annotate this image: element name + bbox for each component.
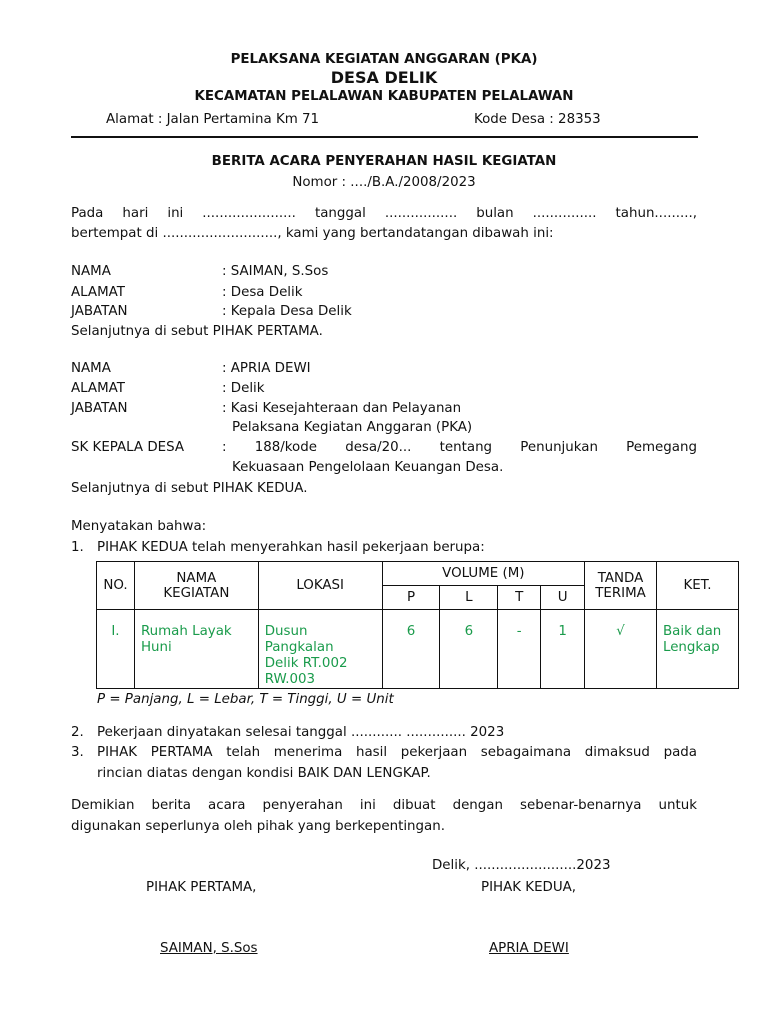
row-note-line-2: Lengkap xyxy=(662,640,720,655)
first-party-closing: Selanjutnya di sebut PIHAK PERTAMA. xyxy=(71,324,323,339)
sk-value-2: Kekuasaan Pengelolaan Keuangan Desa. xyxy=(232,460,504,475)
intro-line-2: bertempat di ..........................., kami yang bertandatangan dibawah ini: xyxy=(71,226,554,241)
table-row xyxy=(97,610,739,689)
header-name-line-2: KEGIATAN xyxy=(163,585,230,601)
row-location xyxy=(258,610,382,689)
row-l: 6 xyxy=(440,610,498,689)
district-line: KECAMATAN PELALAWAN KABUPATEN PELALAWAN xyxy=(194,89,574,104)
sk-label: SK KEPALA DESA xyxy=(71,440,185,455)
row-note-line-1: Baik dan xyxy=(662,624,722,639)
first-party-title: PIHAK PERTAMA, xyxy=(146,880,257,895)
closing-line-1: Demikian berita acara penyerahan ini dibuat dengan sebenar-benarnya untuk xyxy=(71,798,697,813)
row-activity-line-2: Huni xyxy=(140,640,172,655)
village-name: DESA DELIK xyxy=(330,68,438,87)
document-number: Nomor : ..../B.A./2008/2023 xyxy=(292,175,476,190)
first-position-label: JABATAN xyxy=(71,304,128,319)
header-no: NO. xyxy=(97,562,135,610)
handover-table xyxy=(96,561,739,689)
row-activity xyxy=(134,610,258,689)
second-name-value: : APRIA DEWI xyxy=(222,361,311,376)
row-location-line-2: Pangkalan xyxy=(264,640,334,655)
place-date: Delik, ........................2023 xyxy=(432,858,611,873)
row-u: 1 xyxy=(541,610,585,689)
village-code: Kode Desa : 28353 xyxy=(474,112,601,127)
first-party-signature-name: SAIMAN, S.Sos xyxy=(160,941,258,956)
second-name-label: NAMA xyxy=(71,361,111,376)
document-title: BERITA ACARA PENYERAHAN HASIL KEGIATAN xyxy=(211,154,557,169)
header-received xyxy=(585,562,657,610)
item-1-number: 1. xyxy=(71,540,84,555)
row-location-line-4: RW.003 xyxy=(264,672,316,687)
second-position-value-2: Pelaksana Kegiatan Anggaran (PKA) xyxy=(232,420,473,435)
row-note xyxy=(656,610,738,689)
row-p: 6 xyxy=(382,610,440,689)
row-activity-line-1: Rumah Layak xyxy=(140,624,232,639)
first-address-label: ALAMAT xyxy=(71,285,125,300)
header-p: P xyxy=(382,586,440,610)
org-line-1: PELAKSANA KEGIATAN ANGGARAN (PKA) xyxy=(230,52,538,67)
header-note: KET. xyxy=(656,562,738,610)
item-3-number: 3. xyxy=(71,745,84,760)
item-2-text: Pekerjaan dinyatakan selesai tanggal ............ .............. 2023 xyxy=(97,725,505,740)
second-party-title: PIHAK KEDUA, xyxy=(481,880,577,895)
row-location-line-3: Delik RT.002 xyxy=(264,656,348,671)
header-divider xyxy=(71,136,698,138)
header-name-line-1: NAMA xyxy=(176,570,217,586)
first-position-value: : Kepala Desa Delik xyxy=(222,304,352,319)
address-line: Alamat : Jalan Pertamina Km 71 xyxy=(106,112,320,127)
header-volume: VOLUME (M) xyxy=(382,562,584,586)
header-t: T xyxy=(498,586,541,610)
second-address-label: ALAMAT xyxy=(71,381,125,396)
row-t: - xyxy=(498,610,541,689)
row-received-check-icon: √ xyxy=(585,610,657,689)
second-address-value: : Delik xyxy=(222,381,265,396)
closing-line-2: digunakan seperlunya oleh pihak yang berkepentingan. xyxy=(71,819,445,834)
second-position-value-1: : Kasi Kesejahteraan dan Pelayanan xyxy=(222,401,462,416)
dimension-legend: P = Panjang, L = Lebar, T = Tinggi, U = Unit xyxy=(97,692,394,707)
second-party-closing: Selanjutnya di sebut PIHAK KEDUA. xyxy=(71,481,308,496)
header-name xyxy=(134,562,258,610)
statement-lead: Menyatakan bahwa: xyxy=(71,519,207,534)
header-received-line-2: TERIMA xyxy=(595,585,646,601)
intro-line-1: Pada hari ini ...................... tanggal ................. bulan ............... tahun........., xyxy=(71,206,697,221)
header-u: U xyxy=(541,586,585,610)
item-2-number: 2. xyxy=(71,725,84,740)
first-name-value: : SAIMAN, S.Sos xyxy=(222,264,329,279)
item-1-text: PIHAK KEDUA telah menyerahkan hasil pekerjaan berupa: xyxy=(97,540,485,555)
first-name-label: NAMA xyxy=(71,264,111,279)
sk-value-1: : 188/kode desa/20... tentang Penunjukan Pemegang xyxy=(222,440,697,455)
header-location: LOKASI xyxy=(258,562,382,610)
first-address-value: : Desa Delik xyxy=(222,285,303,300)
item-3-line-1: PIHAK PERTAMA telah menerima hasil pekerjaan sebagaimana dimaksud pada xyxy=(97,745,697,760)
header-received-line-1: TANDA xyxy=(597,570,644,586)
header-l: L xyxy=(440,586,498,610)
item-3-line-2: rincian diatas dengan kondisi BAIK DAN LENGKAP. xyxy=(97,766,431,781)
second-position-label: JABATAN xyxy=(71,401,128,416)
second-party-signature-name: APRIA DEWI xyxy=(489,941,569,956)
row-location-line-1: Dusun xyxy=(264,624,308,639)
row-no: I. xyxy=(97,610,135,689)
